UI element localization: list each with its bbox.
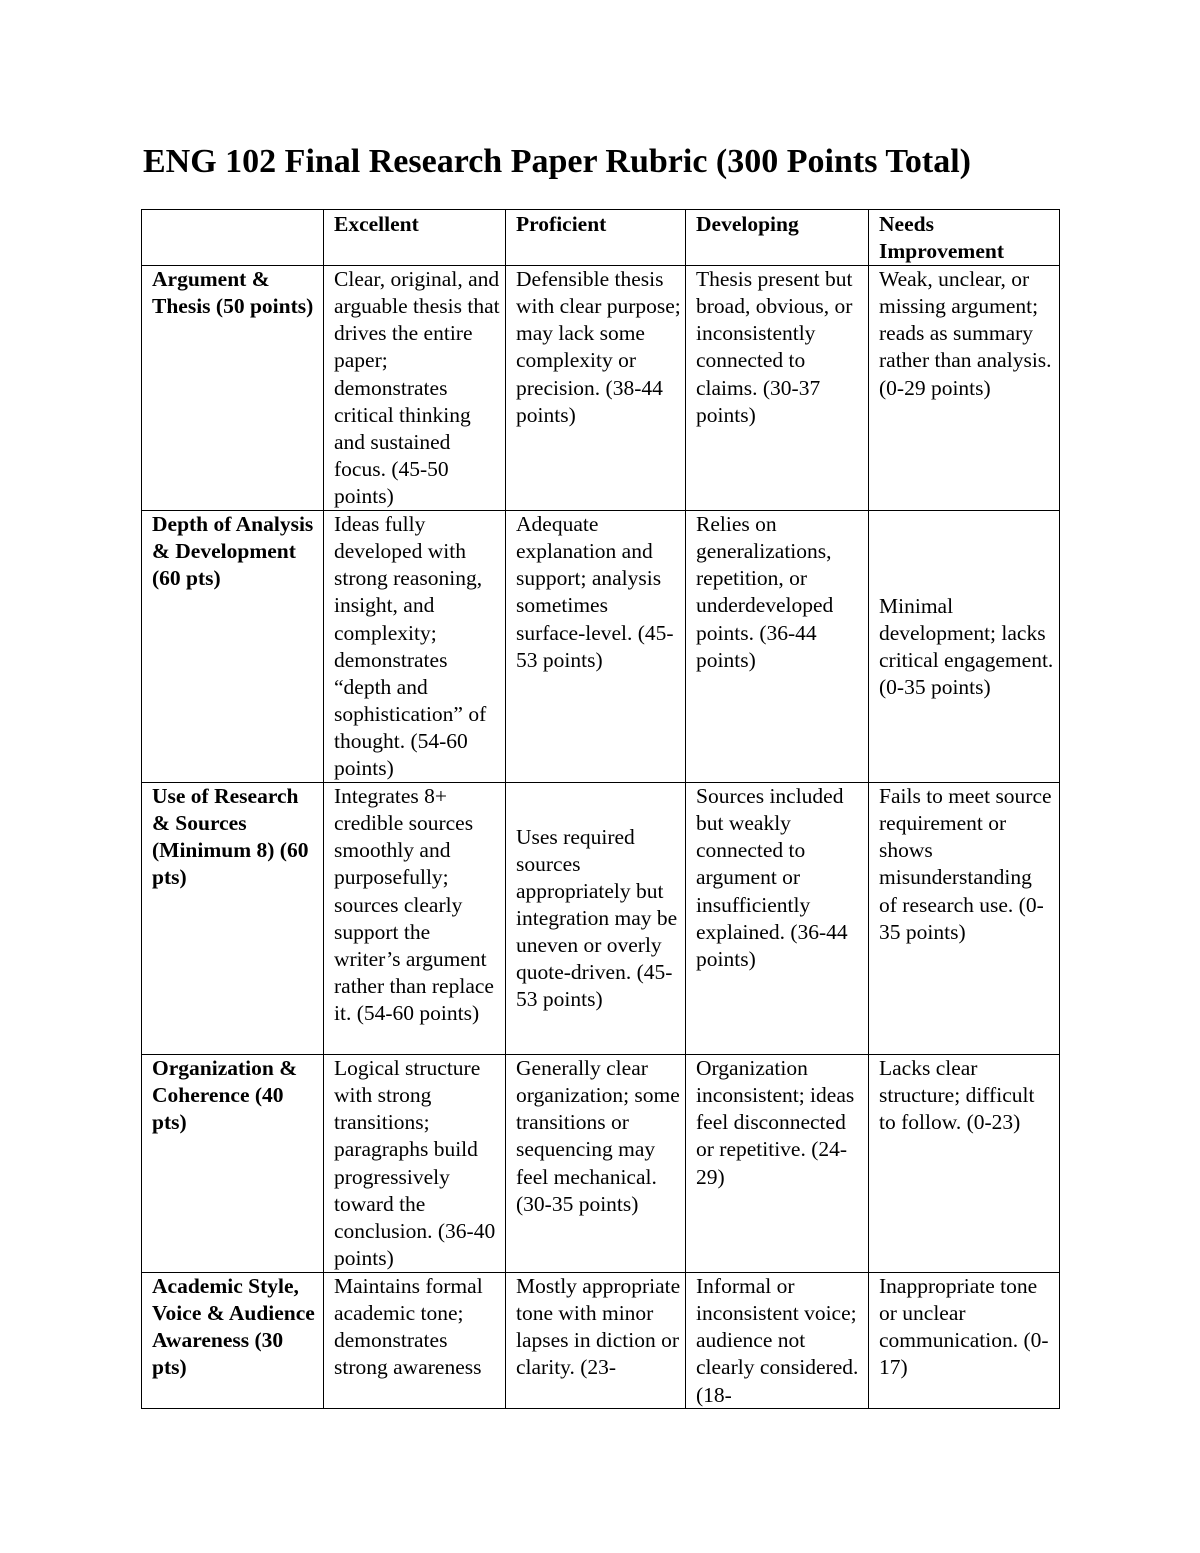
- cell-developing: Relies on generalizations, repetition, or underdeveloped points. (36-44 points): [686, 511, 869, 783]
- cell-proficient: Defensible thesis with clear purpose; may lack some complexity or precision. (38-44 points): [506, 266, 686, 511]
- criterion-organization-coherence: Organization & Coherence (40 pts): [142, 1055, 324, 1273]
- header-excellent: Excellent: [324, 210, 506, 266]
- criterion-depth-of-analysis: Depth of Analysis & Development (60 pts): [142, 511, 324, 783]
- header-developing: Developing: [686, 210, 869, 266]
- cell-proficient: [506, 1273, 686, 1409]
- cell-needs-improvement: Weak, unclear, or missing argument; reads as summary rather than analysis. (0-29 points): [869, 266, 1060, 511]
- cell-excellent: Integrates 8+ credible sources smoothly and purposefully; sources clearly support the writer’s argument rather than replace it. (54-60 points): [324, 783, 506, 1055]
- cell-needs-improvement: Lacks clear structure; difficult to follow. (0-23): [869, 1055, 1060, 1273]
- cell-text: Informal or inconsistent voice; audience not clearly considered. (18-: [696, 1274, 859, 1407]
- cell-proficient: Adequate explanation and support; analysis sometimes surface-level. (45-53 points): [506, 511, 686, 783]
- rubric-header-row: [142, 210, 1060, 266]
- cell-text: Maintains formal academic tone; demonstrates strong awareness: [334, 1274, 483, 1380]
- cell-developing: Organization inconsistent; ideas feel disconnected or repetitive. (24-29): [686, 1055, 869, 1273]
- criterion-text: Academic Style, Voice & Audience Awareness (30 pts): [152, 1274, 315, 1380]
- table-row: [142, 1273, 1060, 1409]
- cell-excellent: [324, 1273, 506, 1409]
- table-row: [142, 511, 1060, 783]
- cell-excellent: Ideas fully developed with strong reasoning, insight, and complexity; demonstrates “depth and sophistication” of thought. (54-60 points): [324, 511, 506, 783]
- cell-proficient: Generally clear organization; some transitions or sequencing may feel mechanical. (30-35 points): [506, 1055, 686, 1273]
- table-row: [142, 1055, 1060, 1273]
- cell-developing: [686, 1273, 869, 1409]
- cell-developing: Sources included but weakly connected to argument or insufficiently explained. (36-44 points): [686, 783, 869, 1055]
- cell-developing: Thesis present but broad, obvious, or inconsistently connected to claims. (30-37 points): [686, 266, 869, 511]
- header-blank: [142, 210, 324, 266]
- table-row: [142, 266, 1060, 511]
- table-row: [142, 783, 1060, 1055]
- cell-text: Mostly appropriate tone with minor lapses in diction or clarity. (23-: [516, 1274, 681, 1380]
- rubric-table: [141, 209, 1060, 1409]
- criterion-argument-thesis: Argument & Thesis (50 points): [142, 266, 324, 511]
- cell-excellent: Clear, original, and arguable thesis that drives the entire paper; demonstrates critical thinking and sustained focus. (45-50 points): [324, 266, 506, 511]
- cell-needs-improvement: Minimal development; lacks critical engagement. (0-35 points): [869, 511, 1060, 783]
- header-proficient: Proficient: [506, 210, 686, 266]
- cell-needs-improvement: [869, 1273, 1060, 1409]
- criterion-research-sources: Use of Research & Sources (Minimum 8) (60 pts): [142, 783, 324, 1055]
- cell-proficient: Uses required sources appropriately but integration may be uneven or overly quote-driven. (45-53 points): [506, 783, 686, 1055]
- cell-excellent: Logical structure with strong transitions; paragraphs build progressively toward the conclusion. (36-40 points): [324, 1055, 506, 1273]
- criterion-academic-style: [142, 1273, 324, 1409]
- page-title: ENG 102 Final Research Paper Rubric (300 Points Total): [143, 143, 971, 180]
- cell-text: Inappropriate tone or unclear communication. (0-17): [879, 1274, 1049, 1380]
- header-needs-improvement: Needs Improvement: [869, 210, 1060, 266]
- cell-needs-improvement: Fails to meet source requirement or shows misunderstanding of research use. (0-35 points): [869, 783, 1060, 1055]
